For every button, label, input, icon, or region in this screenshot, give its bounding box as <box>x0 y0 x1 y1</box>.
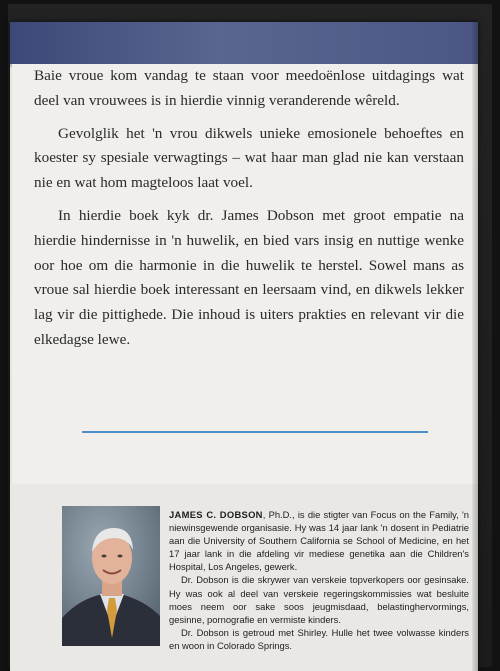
bio-paragraph-1-text: , Ph.D., is die stigter van Focus on the Family, 'n niewinsgewende organisasie. Hy was 14 jaar lank 'n dosent in Pediatrie aan die University of Southern California se School of Medicine, en het 17 jaar lank in die afdeling vir mediese genetika aan die Children's Hospital, Los Angeles, gewerk. <box>169 509 469 573</box>
blurb-paragraph-2: Gevolglik het 'n vrou dikwels unieke emosionele behoeftes en koester sy spesiale verwagtings – wat haar man glad nie kan verstaan nie en wat hom magteloos laat voel. <box>34 124 464 192</box>
author-portrait <box>62 506 160 646</box>
cover-edge-shadow <box>472 22 478 671</box>
bio-paragraph-3: Dr. Dobson is getroud met Shirley. Hulle het twee volwasse kinders en woon in Colorado Springs. <box>169 626 469 651</box>
blurb-text <box>34 64 464 361</box>
photo-background <box>8 4 492 667</box>
bio-paragraph-2: Dr. Dobson is die skrywer van verskeie topverkopers oor gesinsake. Hy was ook al deel van verskeie regeringskommissies wat besluite moes neem oor sake soos jeugmisdaad, belastinghervormings, gesinne, pornografie en vermiste kinders. <box>169 574 469 625</box>
blurb-paragraph-1: Baie vroue kom vandag te staan voor meedoënlose uitdagings wat deel van vrouwees is in hierdie vinnig veranderende wêreld. <box>34 67 464 109</box>
author-bio <box>169 508 469 652</box>
bio-paragraph-1 <box>169 508 469 573</box>
author-name: JAMES C. DOBSON <box>169 509 263 520</box>
cover-top-band <box>10 22 478 64</box>
blue-divider-line <box>82 431 428 433</box>
author-portrait-image <box>62 506 160 646</box>
blurb-paragraph-3: In hierdie boek kyk dr. James Dobson met groot empatie na hierdie hindernisse in 'n huwelik, en bied vars insig en nuttige wenke oor hoe om die harmonie in die huwelik te herstel. Sowel mans as vroue sal hierdie boek interessant en leersaam vind, en dikwels lekker lag vir die pittighede. Die inhoud is uiters prakties en relevant vir die elkedagse lewe. <box>34 206 464 348</box>
book-back-cover <box>10 22 478 671</box>
